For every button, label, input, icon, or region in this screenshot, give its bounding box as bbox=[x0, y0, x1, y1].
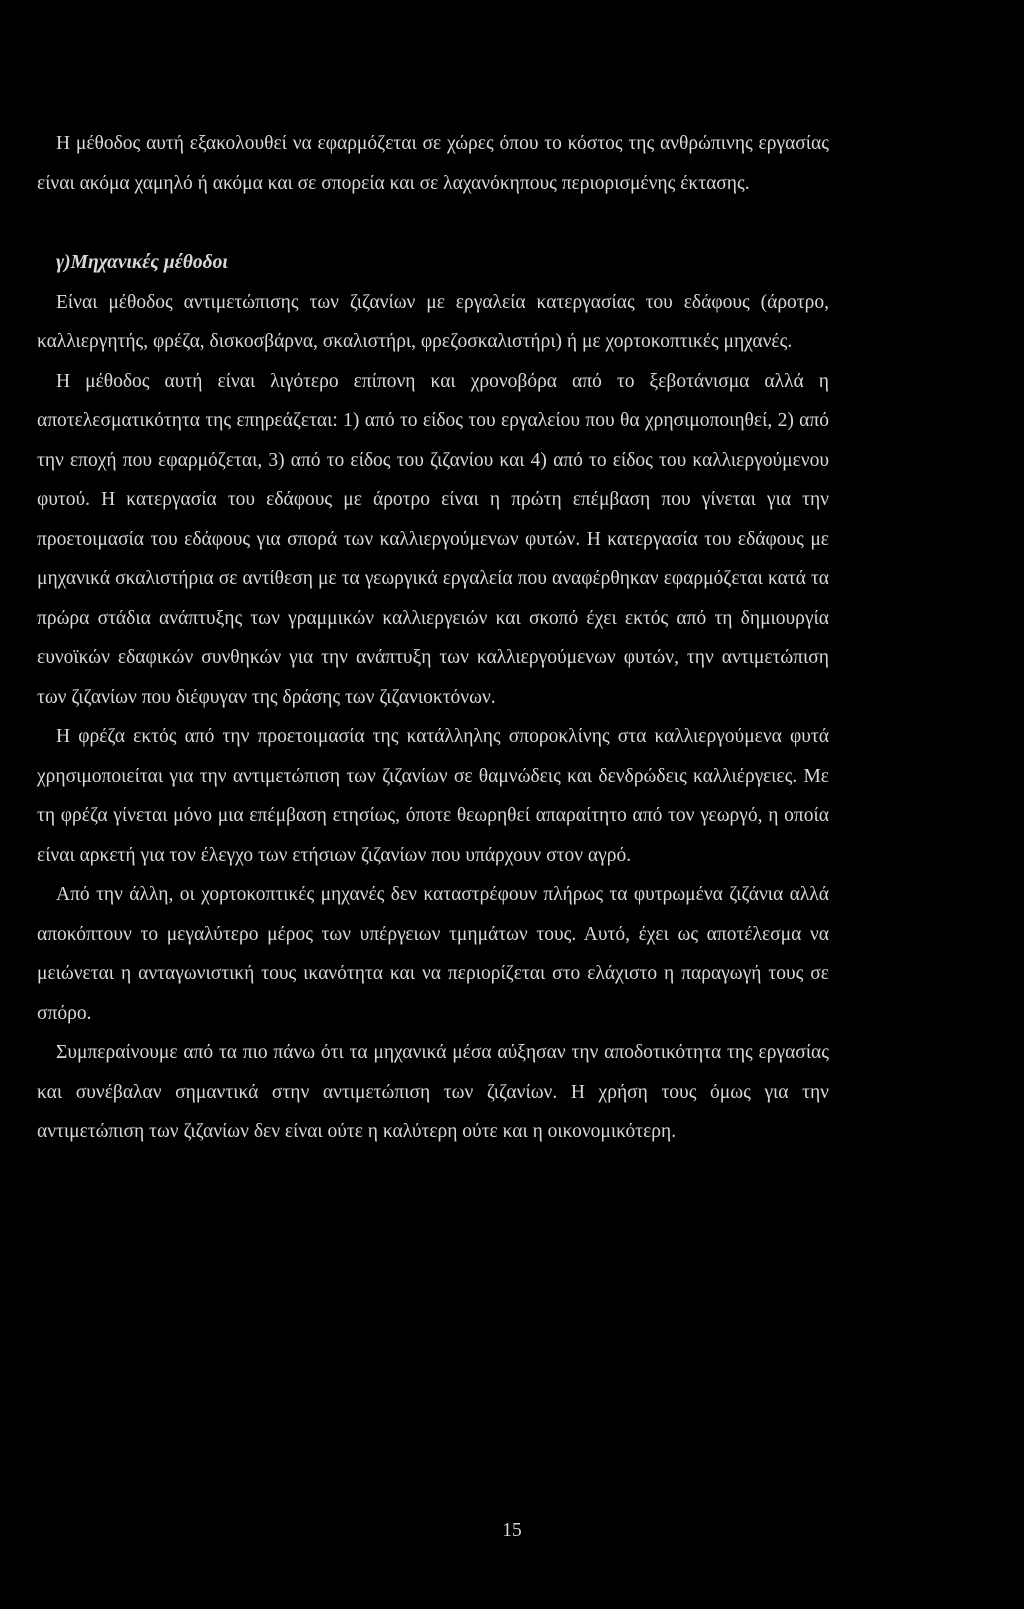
intro-paragraph: Η μέθοδος αυτή εξακολουθεί να εφαρμόζεται σε χώρες όπου το κόστος της ανθρώπινης εργασίας είναι ακόμα χαμηλό ή ακόμα και σε σπορεία και σε λαχανόκηπους περιορισμένης έκτασης. bbox=[37, 133, 829, 194]
paragraph-mowers: Από την άλλη, οι χορτοκοπτικές μηχανές δεν καταστρέφουν πλήρως τα φυτρωμένα ζιζάνια αλλά αποκόπτουν το μεγαλύτερο μέρος των υπέργειων τμημάτων τους. Αυτό, έχει ως αποτέλεσμα να μειώνεται η ανταγωνιστική τους ικανότητα και να περιορίζεται στο ελάχιστο η παραγωγή τους σε σπόρο. bbox=[37, 884, 829, 1024]
paragraph-rotary-tiller: Η φρέζα εκτός από την προετοιμασία της κατάλληλης σποροκλίνης στα καλλιεργούμενα φυτά χρησιμοποιείται για την αντιμετώπιση των ζιζανίων σε θαμνώδεις και δενδρώδεις καλλιέργειες. Με τη φρέζα γίνεται μόνο μια επέμβαση ετησίως, όποτε θεωρηθεί απαραίτητο από τον γεωργό, η οποία είναι αρκετή για τον έλεγχο των ετήσιων ζιζανίων που υπάρχουν στον αγρό. bbox=[37, 726, 829, 866]
page-number: 15 bbox=[502, 1520, 522, 1541]
section-heading: γ)Μηχανικές μέθοδοι bbox=[56, 252, 228, 273]
paragraph-conclusion: Συμπεραίνουμε από τα πιο πάνω ότι τα μηχανικά μέσα αύξησαν την αποδοτικότητα της εργασίας και συνέβαλαν σημαντικά στην αντιμετώπιση των ζιζανίων. Η χρήση τους όμως για την αντιμετώπιση των ζιζανίων δεν είναι ούτε η καλύτερη ούτε και η οικονομικότερη. bbox=[37, 1042, 829, 1142]
body-text bbox=[37, 124, 829, 1152]
paragraph-effectiveness: Η μέθοδος αυτή είναι λιγότερο επίπονη και χρονοβόρα από το ξεβοτάνισμα αλλά η αποτελεσματικότητα της επηρεάζεται: 1) από το είδος του εργαλείου που θα χρησιμοποιηθεί, 2) από την εποχή που εφαρμόζεται, 3) από το είδος του ζιζανίου και 4) από το είδος του καλλιεργούμενου φυτού. Η κατεργασία του εδάφους με άροτρο είναι η πρώτη επέμβαση που γίνεται για την προετοιμασία του εδάφους για σπορά των καλλιεργούμενων φυτών. Η κατεργασία του εδάφους με μηχανικά σκαλιστήρια σε αντίθεση με τα γεωργικά εργαλεία που αναφέρθηκαν εφαρμόζεται κατά τα πρώρα στάδια ανάπτυξης των γραμμικών καλλιεργειών και σκοπό έχει εκτός από τη δημιουργία ευνοϊκών εδαφικών συνθηκών για την ανάπτυξη των καλλιεργούμενων φυτών, την αντιμετώπιση των ζιζανίων που διέφυγαν της δράσης των ζιζανιοκτόνων. bbox=[37, 370, 829, 708]
paragraph-definition: Είναι μέθοδος αντιμετώπισης των ζιζανίων με εργαλεία κατεργασίας του εδάφους (άροτρο, καλλιεργητής, φρέζα, δισκοσβάρνα, σκαλιστήρι, φρεζοσκαλιστήρι) ή με χορτοκοπτικές μηχανές. bbox=[37, 291, 829, 352]
